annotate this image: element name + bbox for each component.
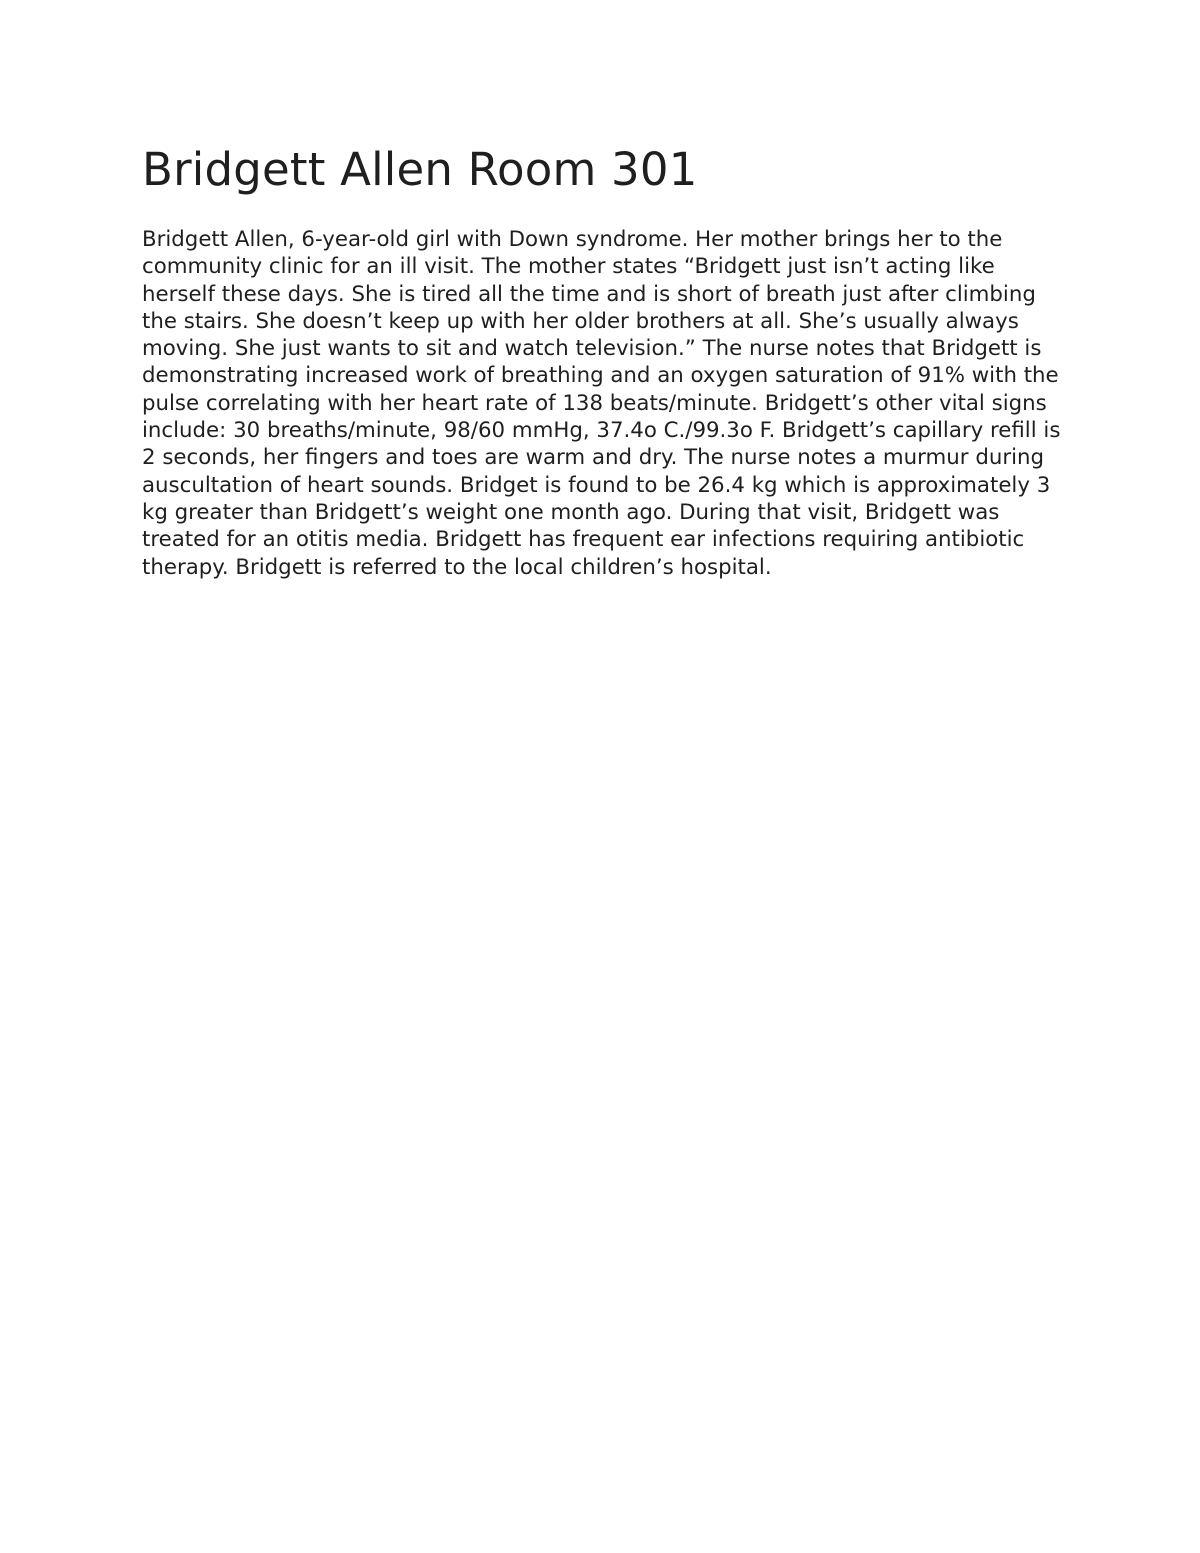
document-content bbox=[142, 142, 1062, 581]
document-title: Bridgett Allen Room 301 bbox=[142, 143, 698, 196]
document-body-paragraph: Bridgett Allen, 6-year-old girl with Down syndrome. Her mother brings her to the community clinic for an ill visit. The mother states “Bridgett just isn’t acting like herself these days. She is tired all the time and is short of breath just after climbing the stairs. She doesn’t keep up with her older brothers at all. She’s usually always moving. She just wants to sit and watch television.” The nurse notes that Bridgett is demonstrating increased work of breathing and an oxygen saturation of 91% with the pulse correlating with her heart rate of 138 beats/minute. Bridgett’s other vital signs include: 30 breaths/minute, 98/60 mmHg, 37.4o C./99.3o F. Bridgett’s capillary refill is 2 seconds, her fingers and toes are warm and dry. The nurse notes a murmur during auscultation of heart sounds. Bridget is found to be 26.4 kg which is approximately 3 kg greater than Bridgett’s weight one month ago. During that visit, Bridgett was treated for an otitis media. Bridgett has frequent ear infections requiring antibiotic therapy. Bridgett is referred to the local children’s hospital. bbox=[142, 227, 1061, 580]
